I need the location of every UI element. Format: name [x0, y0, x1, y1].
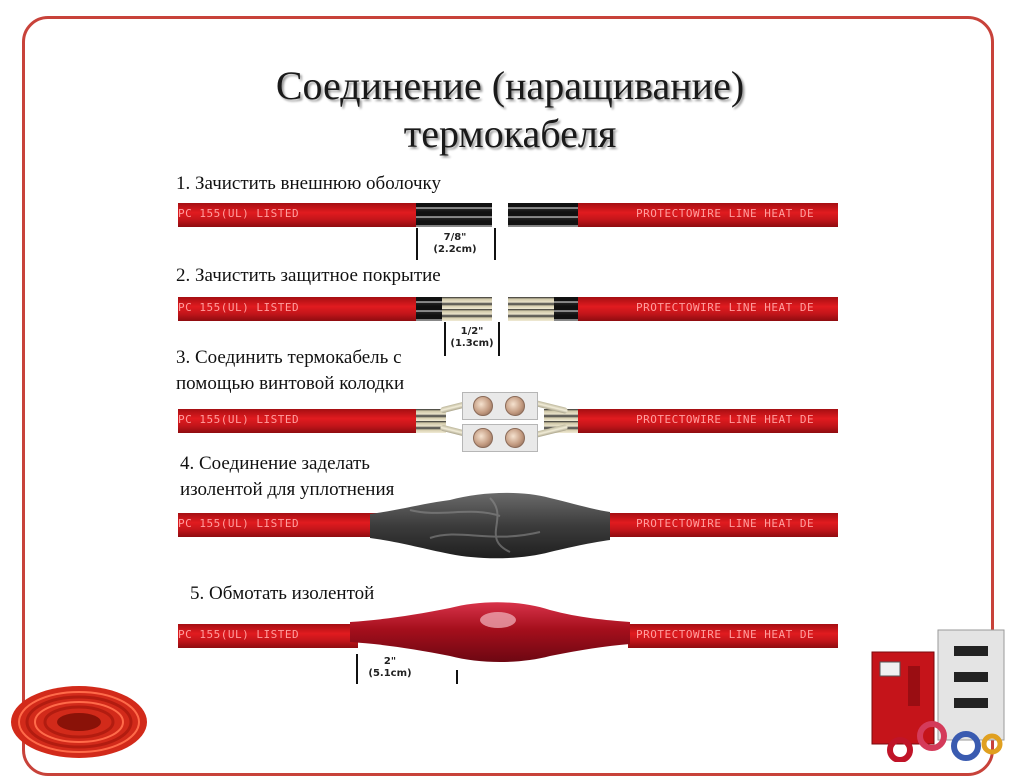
conductors-right-black	[554, 297, 578, 321]
title-line-1: Соединение (наращивание)	[275, 63, 745, 108]
cable-print-left: PC 155(UL) LISTED	[178, 413, 300, 426]
cable-print-right: PROTECTOWIRE LINE HEAT DE	[636, 301, 815, 314]
cable-step-1	[178, 203, 838, 227]
step-2-label: 2. Зачистить защитное покрытие	[176, 265, 441, 286]
dim-1-right-tick	[494, 228, 496, 260]
step-5-label: 5. Обмотать изолентой	[190, 583, 375, 604]
terminal-block-top	[462, 392, 538, 420]
title-line-2: термокабеля	[403, 111, 617, 156]
dim-3-right-tick	[456, 670, 458, 684]
dim-1-label: 7/8" (2.2cm)	[433, 232, 477, 255]
screw-icon	[473, 428, 493, 448]
step-3-label-line-2: помощью винтовой колодки	[176, 373, 405, 394]
slide-title	[180, 62, 840, 158]
dim-3-left-tick	[356, 654, 358, 684]
cable-print-left: PC 155(UL) LISTED	[178, 301, 300, 314]
conductors-left-black	[416, 297, 442, 321]
cable-print-left: PC 155(UL) LISTED	[178, 517, 300, 530]
dim-3-label: 2" (5.1cm)	[368, 656, 412, 679]
step-4-label-line-1: 4. Соединение заделать	[180, 453, 370, 474]
black-tape-wrap	[370, 488, 610, 562]
cable-print-right: PROTECTOWIRE LINE HEAT DE	[636, 413, 815, 426]
terminal-block-bottom	[462, 424, 538, 452]
dim-2-label: 1/2" (1.3cm)	[450, 326, 494, 349]
cable-step-2	[178, 297, 838, 321]
step-4-label-line-2: изолентой для уплотнения	[180, 479, 395, 500]
conductors-left-bare	[442, 297, 492, 321]
screw-icon	[505, 396, 525, 416]
cable-print-right: PROTECTOWIRE LINE HEAT DE	[636, 628, 815, 641]
conductors-right	[508, 203, 578, 227]
conductors-right-bare	[508, 297, 554, 321]
step-3-label-line-1: 3. Соединить термокабель с	[176, 347, 402, 368]
screw-icon	[505, 428, 525, 448]
dim-1-left-tick	[416, 228, 418, 260]
cable-print-left: PC 155(UL) LISTED	[178, 207, 300, 220]
red-tape-wrap	[350, 598, 630, 664]
dim-2-right-tick	[498, 322, 500, 356]
screw-icon	[473, 396, 493, 416]
control-panels-image	[862, 626, 1012, 762]
cable-print-right: PROTECTOWIRE LINE HEAT DE	[636, 517, 815, 530]
step-1-label: 1. Зачистить внешнюю оболочку	[176, 173, 441, 194]
red-cable-coil-image	[8, 682, 150, 760]
cable-print-right: PROTECTOWIRE LINE HEAT DE	[636, 207, 815, 220]
conductors-left	[416, 203, 492, 227]
cable-print-left: PC 155(UL) LISTED	[178, 628, 300, 641]
